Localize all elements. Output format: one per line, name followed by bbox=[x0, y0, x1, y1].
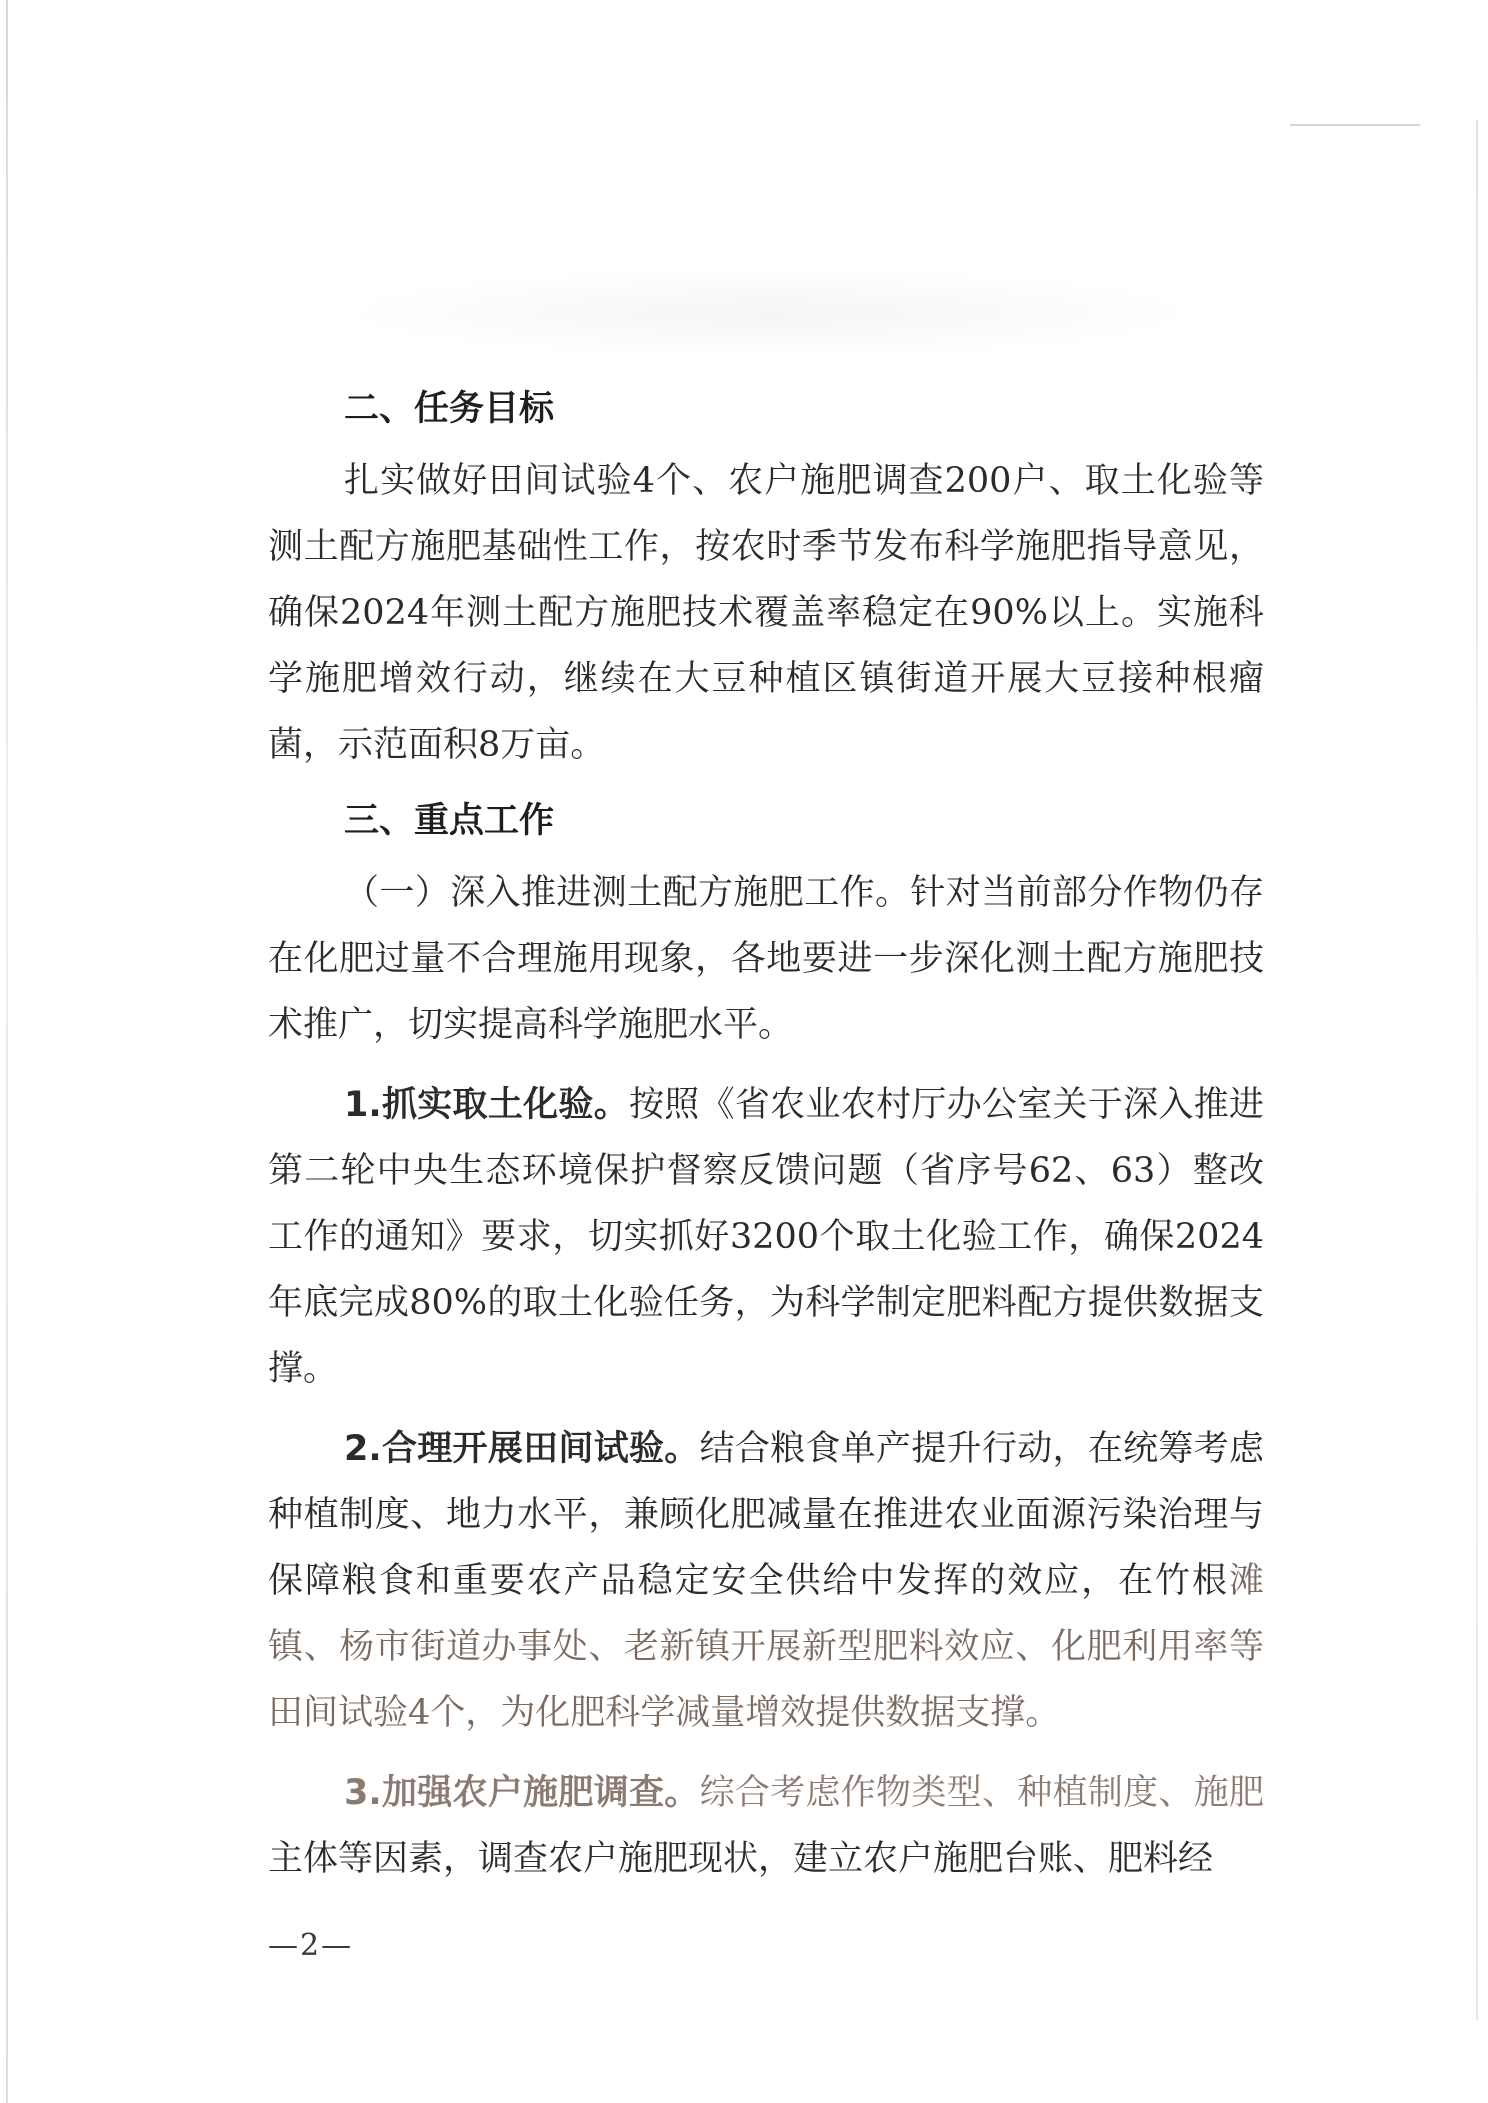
item-body-field-trials-a: 结合粮食单产提升行动，在统筹考虑种植制度、地力水平，兼顾化肥减量在推进农业面源污染治理与保障粮食和重要农产品稳定安全供给中发挥的效应，在竹根 bbox=[268, 1429, 1264, 1601]
paragraph-item-field-trials bbox=[268, 1416, 1264, 1746]
item-title-farmer-survey: 3.加强农户施肥调查。 bbox=[344, 1773, 700, 1813]
item-title-field-trials: 2.合理开展田间试验。 bbox=[344, 1429, 700, 1469]
scan-edge-left bbox=[6, 0, 8, 2103]
paragraph-task-goals: 扎实做好田间试验4个、农户施肥调查200户、取土化验等测土配方施肥基础性工作，按农时季节发布科学施肥指导意见，确保2024年测土配方施肥技术覆盖率稳定在90%以上。实施科学施肥增效行动，继续在大豆种植区镇街道开展大豆接种根瘤菌，示范面积8万亩。 bbox=[268, 461, 1264, 765]
paragraph-item-farmer-survey bbox=[268, 1760, 1264, 1892]
item-title-soil-testing: 1.抓实取土化验。 bbox=[344, 1085, 629, 1125]
section-heading-task-goals: 二、任务目标 bbox=[344, 389, 555, 429]
scan-mark bbox=[1290, 124, 1420, 126]
paragraph-subsection-1: （一）深入推进测土配方施肥工作。针对当前部分作物仍存在化肥过量不合理施用现象，各地要进一步深化测土配方施肥技术推广，切实提高科学施肥水平。 bbox=[268, 873, 1264, 1045]
scan-edge-right bbox=[1476, 120, 1478, 2020]
item-body-soil-testing: 按照《省农业农村厅办公室关于深入推进第二轮中央生态环境保护督察反馈问题（省序号62、63）整改工作的通知》要求，切实抓好3200个取土化验工作，确保2024年底完成80%的取土化验任务，为科学制定肥料配方提供数据支撑。 bbox=[268, 1085, 1264, 1389]
page-number: —2— bbox=[268, 1928, 354, 1963]
section-heading-key-work: 三、重点工作 bbox=[344, 801, 555, 841]
item-body-farmer-survey-a: 综合考虑作物类型、种植制度、施肥 bbox=[699, 1773, 1264, 1813]
item-body-farmer-survey-b: 主体等因素，调查农户施肥现状，建立农户施肥台账、肥料经 bbox=[268, 1839, 1214, 1879]
bleed-through-shadow bbox=[340, 268, 1200, 358]
document-body bbox=[268, 380, 1264, 1892]
item-body-field-trials-b: 滩镇、杨市街道办事处、老新镇开展新型肥料效应、化肥利用率等田间试验4个，为化肥科学减量增效提供数据支撑。 bbox=[268, 1561, 1264, 1733]
paragraph-item-soil-testing bbox=[268, 1072, 1264, 1402]
